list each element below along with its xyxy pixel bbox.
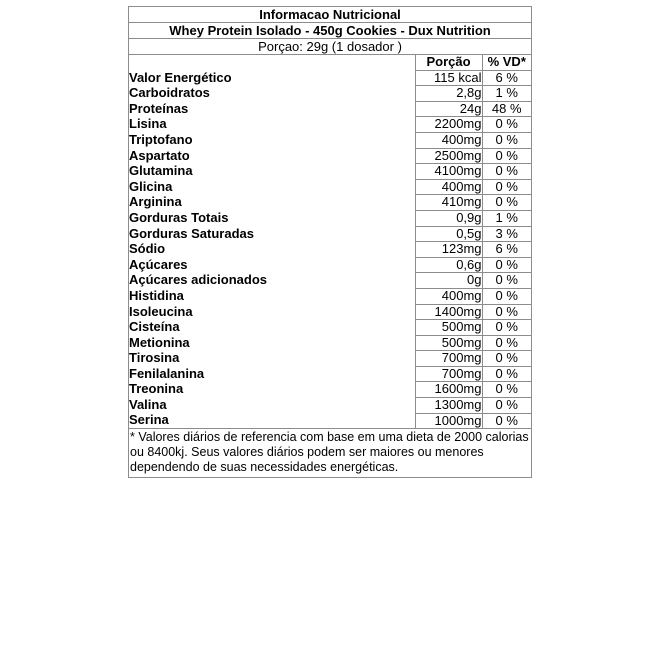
portion-value: 700mg <box>415 366 482 382</box>
nutrition-title: Informacao Nutricional <box>129 7 531 23</box>
daily-value-percent: 1 % <box>482 210 531 226</box>
nutrient-name: Arginina <box>129 194 182 210</box>
table-row <box>129 242 531 258</box>
daily-value-percent: 48 % <box>482 101 531 117</box>
nutrient-name: Lisina <box>129 116 167 132</box>
portion-value: 400mg <box>415 132 482 148</box>
nutrient-name: Carboidratos <box>129 85 210 101</box>
table-row <box>129 179 531 195</box>
table-row <box>129 70 531 86</box>
daily-value-percent: 0 % <box>482 195 531 211</box>
daily-value-column-header: % VD* <box>482 55 531 70</box>
table-row <box>129 132 531 148</box>
nutrient-name: Valina <box>129 397 167 413</box>
table-row <box>129 101 531 117</box>
portion-value: 115 kcal <box>415 70 482 86</box>
table-row <box>129 288 531 304</box>
portion-value: 400mg <box>415 288 482 304</box>
daily-value-percent: 0 % <box>482 320 531 336</box>
product-name: Whey Protein Isolado - 450g Cookies - Dux Nutrition <box>129 23 531 39</box>
table-row <box>129 335 531 351</box>
nutrient-name: Proteínas <box>129 101 189 116</box>
daily-value-percent: 0 % <box>482 148 531 164</box>
nutrient-name: Treonina <box>129 381 184 397</box>
nutrient-name: Açúcares adicionados <box>129 272 267 288</box>
nutrition-table <box>129 55 531 428</box>
nutrient-name: Gorduras Saturadas <box>129 226 254 241</box>
daily-value-percent: 1 % <box>482 86 531 102</box>
daily-value-footnote: * Valores diários de referencia com base em uma dieta de 2000 calorias ou 8400kj. Seus valores diários podem ser maiores ou menores dependendo de suas necessidades energéticas. <box>129 428 531 477</box>
nutrition-rows <box>129 70 531 428</box>
portion-value: 1300mg <box>415 398 482 414</box>
daily-value-percent: 0 % <box>482 304 531 320</box>
table-row <box>129 148 531 164</box>
table-row <box>129 257 531 273</box>
portion-value: 0,9g <box>415 210 482 226</box>
nutrient-name: Glicina <box>129 179 173 194</box>
nutrient-name: Metionina <box>129 335 190 350</box>
nutrient-name: Valor Energético <box>129 70 232 85</box>
daily-value-percent: 0 % <box>482 351 531 367</box>
table-row <box>129 117 531 133</box>
daily-value-percent: 0 % <box>482 164 531 180</box>
daily-value-percent: 0 % <box>482 382 531 398</box>
portion-value: 1400mg <box>415 304 482 320</box>
portion-value: 400mg <box>415 179 482 195</box>
daily-value-percent: 0 % <box>482 257 531 273</box>
table-row <box>129 210 531 226</box>
nutrient-name: Aspartato <box>129 148 190 163</box>
table-row <box>129 195 531 211</box>
portion-value: 1000mg <box>415 413 482 428</box>
portion-value: 410mg <box>415 195 482 211</box>
table-row <box>129 273 531 289</box>
nutrient-name: Cisteína <box>129 319 180 335</box>
daily-value-percent: 3 % <box>482 226 531 242</box>
portion-value: 500mg <box>415 335 482 351</box>
nutrient-name: Fenilalanina <box>129 366 205 381</box>
table-row <box>129 398 531 414</box>
daily-value-percent: 0 % <box>482 179 531 195</box>
daily-value-percent: 0 % <box>482 132 531 148</box>
portion-value: 2200mg <box>415 117 482 133</box>
nutrient-name: Histidina <box>129 288 184 303</box>
daily-value-percent: 6 % <box>482 70 531 86</box>
nutrient-name: Isoleucina <box>129 304 193 319</box>
daily-value-percent: 0 % <box>482 288 531 304</box>
portion-value: 2500mg <box>415 148 482 164</box>
table-row <box>129 226 531 242</box>
table-row <box>129 320 531 336</box>
serving-size: Porçao: 29g (1 dosador ) <box>129 39 531 55</box>
nutrient-name: Serina <box>129 413 169 428</box>
nutrient-name: Tirosina <box>129 350 180 366</box>
portion-column-header: Porção <box>415 55 482 70</box>
table-row <box>129 304 531 320</box>
portion-value: 123mg <box>415 242 482 258</box>
daily-value-percent: 0 % <box>482 273 531 289</box>
nutrient-name: Gorduras Totais <box>129 210 229 225</box>
nutrient-column-header <box>129 55 415 70</box>
portion-value: 1600mg <box>415 382 482 398</box>
portion-value: 0,5g <box>415 226 482 242</box>
table-row <box>129 164 531 180</box>
daily-value-percent: 0 % <box>482 398 531 414</box>
nutrition-facts-panel <box>128 6 532 478</box>
table-row <box>129 366 531 382</box>
nutrient-name: Sódio <box>129 241 166 257</box>
daily-value-percent: 0 % <box>482 413 531 428</box>
daily-value-percent: 0 % <box>482 117 531 133</box>
portion-value: 2,8g <box>415 86 482 102</box>
portion-value: 4100mg <box>415 164 482 180</box>
portion-value: 700mg <box>415 351 482 367</box>
table-row <box>129 86 531 102</box>
table-row <box>129 351 531 367</box>
portion-value: 500mg <box>415 320 482 336</box>
daily-value-percent: 0 % <box>482 335 531 351</box>
portion-value: 0g <box>415 273 482 289</box>
table-header-row <box>129 55 531 70</box>
nutrient-name: Triptofano <box>129 132 193 147</box>
nutrient-name: Açúcares <box>129 257 188 272</box>
table-row <box>129 413 531 428</box>
table-row <box>129 382 531 398</box>
portion-value: 24g <box>415 101 482 117</box>
daily-value-percent: 6 % <box>482 242 531 258</box>
nutrient-name: Glutamina <box>129 163 193 179</box>
portion-value: 0,6g <box>415 257 482 273</box>
daily-value-percent: 0 % <box>482 366 531 382</box>
